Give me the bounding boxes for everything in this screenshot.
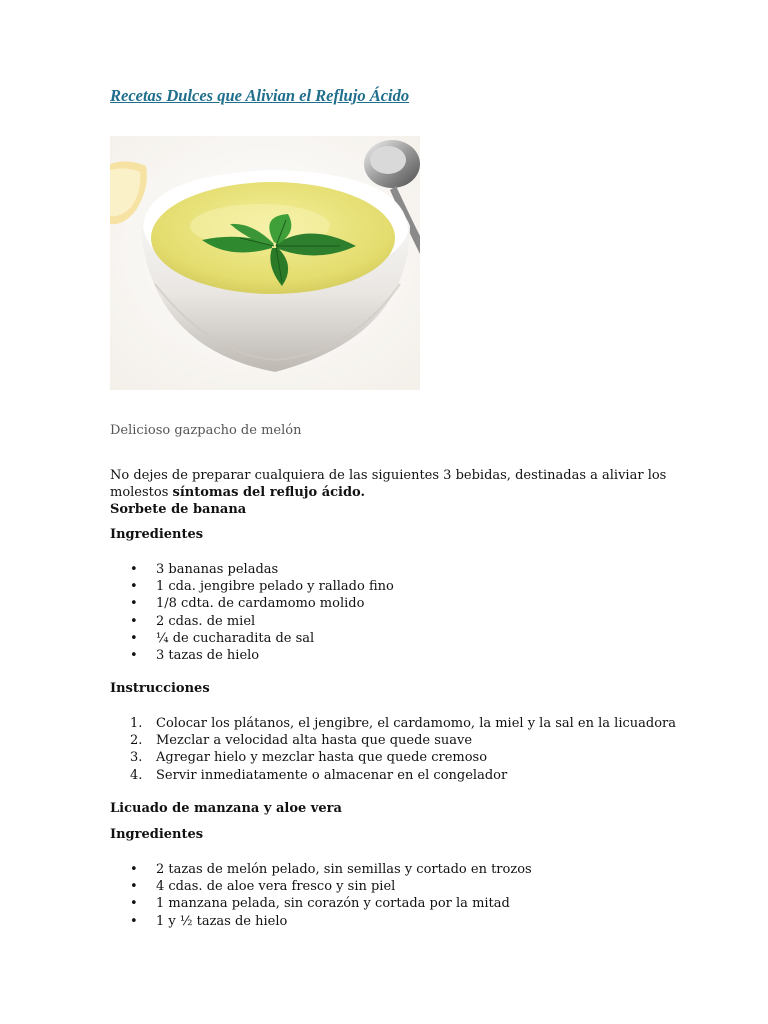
step-text: Agregar hielo y mezclar hasta que quede cremoso (156, 750, 488, 766)
recipe-2-ingredients-heading: Ingredientes (110, 827, 204, 842)
list-item: • 1 manzana pelada, sin corazón y cortada por la mitad (110, 895, 532, 912)
recipe-1-title: Sorbete de banana (110, 502, 247, 517)
recipe-1-ingredients-list (110, 561, 394, 664)
step-number: 1. (130, 716, 143, 731)
list-item: • 3 tazas de hielo (110, 647, 394, 664)
intro-line-2-text: molestos (110, 485, 173, 500)
list-item: • 2 tazas de melón pelado, sin semillas y cortado en trozos (110, 861, 532, 878)
recipe-1-instructions-heading: Instrucciones (110, 681, 210, 696)
image-caption: Delicioso gazpacho de melón (110, 423, 302, 438)
soup-bowl-photo (110, 136, 420, 390)
list-item: • 4 cdas. de aloe vera fresco y sin piel (110, 878, 532, 895)
list-item (110, 715, 676, 732)
step-text: Servir inmediatamente o almacenar en el congelador (156, 767, 508, 783)
list-item (110, 749, 676, 766)
step-text: Mezclar a velocidad alta hasta que quede suave (156, 733, 473, 749)
recipe-2-ingredients-list (110, 861, 532, 930)
page-title[interactable]: Recetas Dulces que Alivian el Reflujo Ácido (110, 86, 410, 105)
list-item: • 1 y ½ tazas de hielo (110, 913, 532, 930)
step-number: 3. (130, 750, 143, 766)
step-number: 4. (130, 767, 143, 783)
recipe-2-title: Licuado de manzana y aloe vera (110, 801, 342, 816)
step-number: 2. (130, 733, 143, 749)
list-item (110, 767, 676, 784)
list-item: • 3 bananas peladas (110, 561, 394, 578)
step-text: Colocar los plátanos, el jengibre, el cardamomo, la miel y la sal en la licuadora (156, 716, 676, 731)
list-item: • ¼ de cucharadita de sal (110, 630, 394, 647)
list-item: • 2 cdas. de miel (110, 613, 394, 630)
intro-line-1: No dejes de preparar cualquiera de las siguientes 3 bebidas, destinadas a aliviar los (110, 468, 667, 483)
intro-line-2 (110, 484, 666, 501)
intro-paragraph (110, 467, 666, 518)
reflux-symptoms-link[interactable]: síntomas del reflujo ácido. (172, 485, 366, 500)
list-item (110, 732, 676, 749)
recipe-1-ingredients-heading: Ingredientes (110, 527, 204, 542)
list-item: • 1 cda. jengibre pelado y rallado fino (110, 578, 394, 595)
list-item: • 1/8 cdta. de cardamomo molido (110, 595, 394, 612)
recipe-1-instructions-list (110, 715, 676, 784)
